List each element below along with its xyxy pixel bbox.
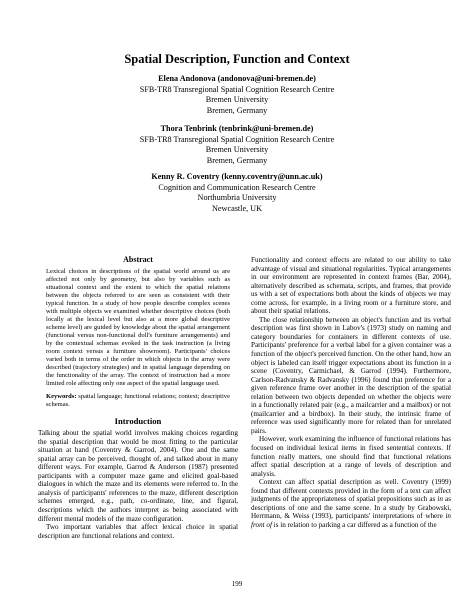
- author-affiliation-line: Bremen University: [205, 95, 269, 104]
- paragraph: [251, 478, 451, 529]
- paragraph: The close relationship between an object's function and its verbal description was first shown in Labov's (1973) study on naming and category boundaries for containers in different contexts of use. Participants' preference for a verbal label for a given container was a function of the object's perceived function. On the other hand, how an object is labeled can itself trigger expectations about its function in a scene (Coventry, Carmichael, & Garrod (1994). Furthermore, Carlson-Radvansky & Radvansky (1996) found that preference for a given reference frame over another in the description of the spatial relation between two objects depended on whether the objects were in a functionally related pair (e.g., a mailcarrier and a mailbox) or not (mailcarrier and a birdbox). In their study, the intrinsic frame of reference was used significantly more for related than for unrelated pairs.: [251, 315, 451, 435]
- italic-term: in: [437, 495, 443, 504]
- keywords: [46, 393, 230, 409]
- paragraph-text: is in relation to parking a car differed as a function of the: [271, 520, 437, 529]
- author-affiliation-line: Cognition and Communication Research Centre: [158, 182, 316, 192]
- author-block-2: [0, 124, 474, 166]
- paragraph: Talking about the spatial world involves making choices regarding the spatial description that would be most fitting to the particular situation at hand (Coventry & Garrod, 2004). One and the same spatial array can be perceived, thought of, and talked about in many different ways. For example, Garrod & Anderson (1987) presented participants with a computer maze game and elicited goal-based dialogues in which the maze and its elements were referred to. In the analysis of participants' references to the maze, different description schemes emerged, e.g., path, co-ordinate, line, and figural, descriptions which the authors interpret as being associated with different mental models of the maze configuration.: [38, 429, 238, 523]
- author-name: Elena Andonova (andonova@uni-bremen.de): [158, 74, 316, 83]
- paragraph: Functionality and context effects are related to our ability to take advantage of visual and situational regularities. Typical arrangements in our environment are represented in context frames (Bar, 2004), alternatively described as schemata, scripts, and frames, that provide us with a set of expectations both about the kinds of objects we may come across, for example, in a living room or a furniture store, and about their spatial relations.: [251, 256, 451, 316]
- author-name: Kenny R. Coventry (kenny.coventry@unn.ac.uk): [151, 172, 323, 181]
- paragraph-text: Context can affect spatial description as well. Coventry (1999) found that different contexts provided in the form of a text can affect judgments of the appropriateness of spatial prepositions such as: [251, 478, 451, 504]
- author-affiliation-line: Newcastle, UK: [211, 203, 263, 213]
- keywords-text: spatial language; functional relations; context; descriptive schemas.: [46, 392, 230, 408]
- author-name: Thora Tenbrink (tenbrink@uni-bremen.de): [160, 124, 314, 133]
- author-affiliation-line: Bremen, Germany: [206, 105, 268, 115]
- abstract-heading: Abstract: [123, 255, 153, 264]
- right-column: [251, 256, 451, 530]
- author-affiliation-line: Bremen, Germany: [206, 155, 268, 165]
- author-affiliation-line: SFB-TR8 Transregional Spatial Cognition Research Centre: [139, 84, 335, 94]
- paragraph-text: as descriptions of one and the same scene. In a study by Grabowski, Herrmann, & Weiss (1993), participants' interpretations of where: [251, 495, 452, 521]
- left-column: [38, 256, 238, 540]
- keywords-label: Keywords:: [46, 392, 77, 400]
- author-block-1: [0, 74, 474, 116]
- paragraph: However, work examining the influence of functional relations has focused on individual lexical items in fixed sentential contexts. If function really matters, one should find that functional relations affect spatial description at a range of levels of description and analysis.: [251, 435, 451, 478]
- author-block-3: [0, 172, 474, 214]
- paper-title: Spatial Description, Function and Context: [124, 52, 350, 66]
- page-number: 199: [231, 580, 243, 588]
- section-heading-introduction: Introduction: [114, 415, 162, 426]
- paragraph: Two important variables that affect lexical choice in spatial description are functional relations and context.: [38, 523, 238, 540]
- italic-term: in front of: [251, 512, 451, 529]
- author-affiliation-line: Northumbria University: [197, 193, 277, 202]
- author-affiliation-line: SFB-TR8 Transregional Spatial Cognition Research Centre: [139, 134, 335, 144]
- author-affiliation-line: Bremen University: [205, 145, 269, 154]
- abstract-text: Lexical choices in descriptions of the spatial world around us are affected not only by geometry, but also by variables such as situational context and the extent to which the spatial relations between the objects referred to are seen as consistent with their typical function. In a study of how people describe complex scenes with multiple objects we examined whether descriptive choices (both locally at the lexical level but also at a more global descriptive scheme level) are guided by knowledge about the spatial arrangement (functional versus non-functional doll's furniture arrangements) and by the contextual schemas evoked in the task instruction (a living room context versus a furniture showroom). Participants' choices varied both in terms of the order in which objects in the array were described (trajectory strategies) and in spatial language depending on the functionality of the array. The context of instruction had a more limited role affecting only one aspect of the spatial language used.: [46, 267, 230, 387]
